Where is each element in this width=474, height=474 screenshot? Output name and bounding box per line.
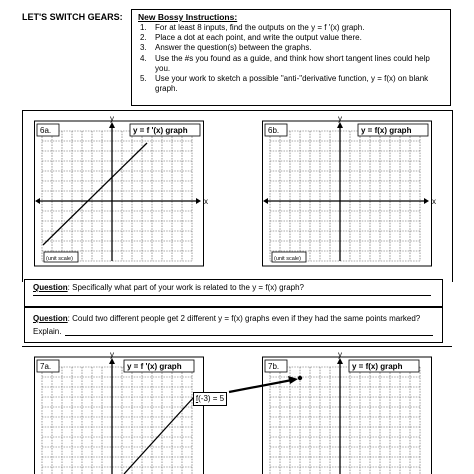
y-axis-label: y xyxy=(338,350,342,359)
instructions-box xyxy=(131,9,451,106)
graph-6b xyxy=(262,113,434,273)
question-text: : Specifically what part of your work is related to the y = f(x) graph? xyxy=(67,283,304,292)
graph-title: y = f '(x) graph xyxy=(127,362,182,371)
question-box-2 xyxy=(24,307,443,343)
x-axis-arrow-right xyxy=(196,198,201,204)
function-line xyxy=(43,143,147,245)
question-box-1 xyxy=(24,279,443,307)
section-border-left xyxy=(22,110,23,282)
y-axis-label: y xyxy=(110,114,114,123)
instruction-item: 5. Use your work to sketch a possible "anti-"derivative function, y = f(x) on blank graph. xyxy=(140,74,429,94)
answer-line[interactable] xyxy=(33,295,431,296)
function-line xyxy=(124,397,194,474)
section-border-right xyxy=(452,110,453,282)
callout-arrow xyxy=(229,380,292,392)
section-border-mid xyxy=(22,346,452,347)
graph-title: y = f(x) graph xyxy=(361,126,412,135)
graph-frame xyxy=(35,121,204,266)
y-axis-label: y xyxy=(110,350,114,359)
instructions-title: New Bossy Instructions: xyxy=(138,12,238,22)
instruction-item: 1. For at least 8 inputs, find the outputs on the y = f '(x) graph. xyxy=(140,23,365,32)
graph-title: y = f(x) graph xyxy=(352,362,403,371)
graph-6a xyxy=(34,113,206,273)
x-axis-label: x xyxy=(204,197,208,206)
graph-number-label: 6b. xyxy=(268,126,280,135)
graph-frame xyxy=(263,121,432,266)
answer-line[interactable] xyxy=(65,327,433,336)
section-heading: LET'S SWITCH GEARS: xyxy=(22,12,123,22)
explain-label: Explain. xyxy=(33,327,62,336)
x-axis-arrow-left xyxy=(35,198,40,204)
question-label: Question xyxy=(33,283,68,292)
section-border-top xyxy=(22,110,452,111)
graph-frame xyxy=(35,357,204,474)
instruction-item: 2. Place a dot at each point, and write the output value there. xyxy=(140,33,362,43)
question-label: Question xyxy=(33,314,68,323)
x-axis-label: x xyxy=(432,197,436,206)
x-axis-arrow-left xyxy=(263,198,268,204)
marked-point xyxy=(298,376,302,380)
x-axis-arrow-right xyxy=(424,198,429,204)
graph-number-label: 7a. xyxy=(40,362,52,371)
graph-7b xyxy=(262,349,434,474)
graph-frame xyxy=(263,357,432,474)
y-axis-label: y xyxy=(338,114,342,123)
unit-scale-label: (unit scale) xyxy=(274,256,301,262)
question-text: : Could two different people get 2 different y = f(x) graphs even if they had the same points marked? xyxy=(67,314,421,323)
graph-title: y = f '(x) graph xyxy=(133,126,188,135)
graph-number-label: 7b. xyxy=(268,362,280,371)
instruction-item: 4. Use the #s you found as a guide, and think how short tangent lines could help you. xyxy=(140,53,430,73)
unit-scale-label: (unit scale) xyxy=(46,256,73,262)
graph-number-label: 6a. xyxy=(40,126,52,135)
instructions-list xyxy=(140,23,440,94)
instruction-item: 3. Answer the question(s) between the graphs. xyxy=(140,43,312,53)
graph-7a xyxy=(34,349,206,474)
point-callout: f(-3) = 5 xyxy=(193,392,227,406)
